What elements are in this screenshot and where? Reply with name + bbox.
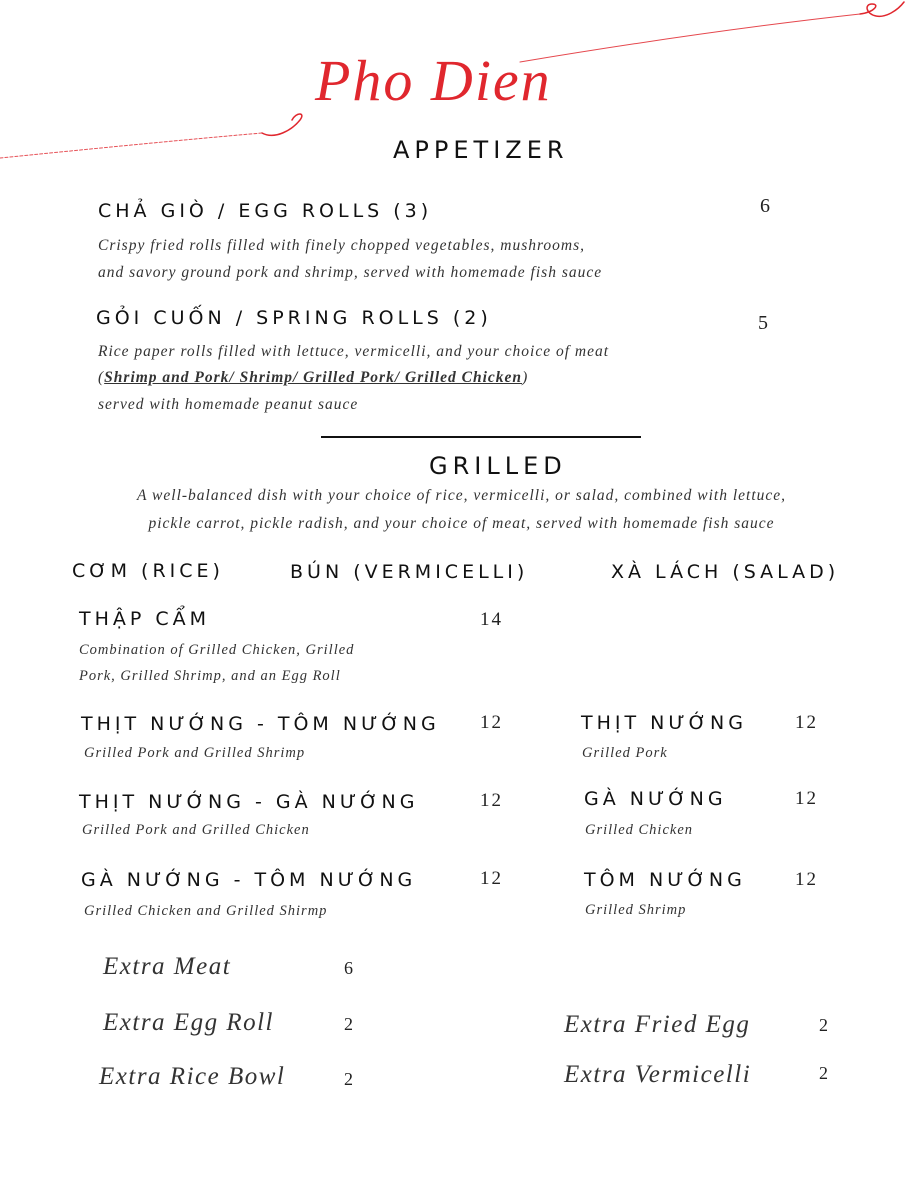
dish-price: 12 <box>795 712 818 733</box>
choices-open-paren: ( <box>98 369 105 386</box>
menu-item-price: 5 <box>758 312 770 334</box>
brand-name: Pho Dien <box>315 48 552 113</box>
menu-item-name: GỎI CUỐN / SPRING ROLLS (2) <box>96 307 492 329</box>
extra-price: 6 <box>344 958 355 978</box>
choices-list: Shrimp and Pork/ Shrimp/ Grilled Pork/ Grilled Chicken <box>104 369 523 386</box>
grilled-title: GRILLED <box>429 452 567 480</box>
menu-item-desc: served with homemade peanut sauce <box>98 396 359 413</box>
base-rice: CƠM (RICE) <box>72 560 224 582</box>
extra-name: Extra Vermicelli <box>564 1061 752 1088</box>
dish-price: 12 <box>480 712 503 733</box>
appetizer-title: APPETIZER <box>393 136 569 164</box>
dish-price: 12 <box>795 869 818 890</box>
dish-name: TÔM NƯỚNG <box>584 869 746 891</box>
brand-logo <box>0 0 923 200</box>
swash-right-curl <box>860 2 904 16</box>
dish-price: 14 <box>480 609 503 630</box>
meat-choices <box>98 364 528 391</box>
swash-right-line <box>520 14 860 62</box>
dish-price: 12 <box>480 868 503 889</box>
extra-price: 2 <box>344 1014 355 1034</box>
grilled-intro: A well-balanced dish with your choice of rice, vermicelli, or salad, combined with lettuce, <box>136 487 787 504</box>
dish-desc: Combination of Grilled Chicken, Grilled <box>79 642 355 658</box>
menu-item-desc: and savory ground pork and shrimp, served with homemade fish sauce <box>98 264 603 281</box>
extra-name: Extra Egg Roll <box>103 1009 274 1036</box>
section-divider <box>321 436 641 438</box>
dish-desc: Pork, Grilled Shrimp, and an Egg Roll <box>79 668 341 684</box>
extra-name: Extra Meat <box>103 953 232 980</box>
base-salad: XÀ LÁCH (SALAD) <box>611 561 840 583</box>
menu-item-price: 6 <box>760 195 772 217</box>
dish-price: 12 <box>795 788 818 809</box>
extra-price: 2 <box>344 1069 355 1089</box>
extra-name: Extra Fried Egg <box>564 1011 751 1038</box>
dish-desc: Grilled Chicken and Grilled Shirmp <box>84 903 328 919</box>
dish-name: THẬP CẨM <box>79 608 211 630</box>
swash-left-curl <box>262 114 302 135</box>
dish-name: THỊT NƯỚNG - GÀ NƯỚNG <box>79 791 419 813</box>
extra-price: 2 <box>819 1015 830 1035</box>
dish-name: GÀ NƯỚNG <box>584 788 727 810</box>
base-vermicelli: BÚN (VERMICELLI) <box>290 561 529 583</box>
extra-name: Extra Rice Bowl <box>99 1063 286 1090</box>
dish-desc: Grilled Pork and Grilled Chicken <box>82 822 310 838</box>
menu-item-desc: Rice paper rolls filled with lettuce, vermicelli, and your choice of meat <box>98 343 610 360</box>
dish-desc: Grilled Chicken <box>585 822 694 838</box>
dish-name: GÀ NƯỚNG - TÔM NƯỚNG <box>81 869 417 891</box>
swash-left-line <box>0 133 262 158</box>
choices-close-paren: ) <box>522 369 529 386</box>
grilled-intro: pickle carrot, pickle radish, and your choice of meat, served with homemade fish sauce <box>148 515 775 532</box>
dish-desc: Grilled Shrimp <box>585 902 687 918</box>
dish-price: 12 <box>480 790 503 811</box>
dish-name: THỊT NƯỚNG - TÔM NƯỚNG <box>81 713 440 735</box>
dish-desc: Grilled Pork and Grilled Shrimp <box>84 745 306 761</box>
extra-price: 2 <box>819 1063 830 1083</box>
menu-item-desc: Crispy fried rolls filled with finely chopped vegetables, mushrooms, <box>98 237 586 254</box>
dish-name: THỊT NƯỚNG <box>581 712 747 734</box>
menu-item-name: CHẢ GIÒ / EGG ROLLS (3) <box>98 200 433 222</box>
dish-desc: Grilled Pork <box>582 745 668 761</box>
